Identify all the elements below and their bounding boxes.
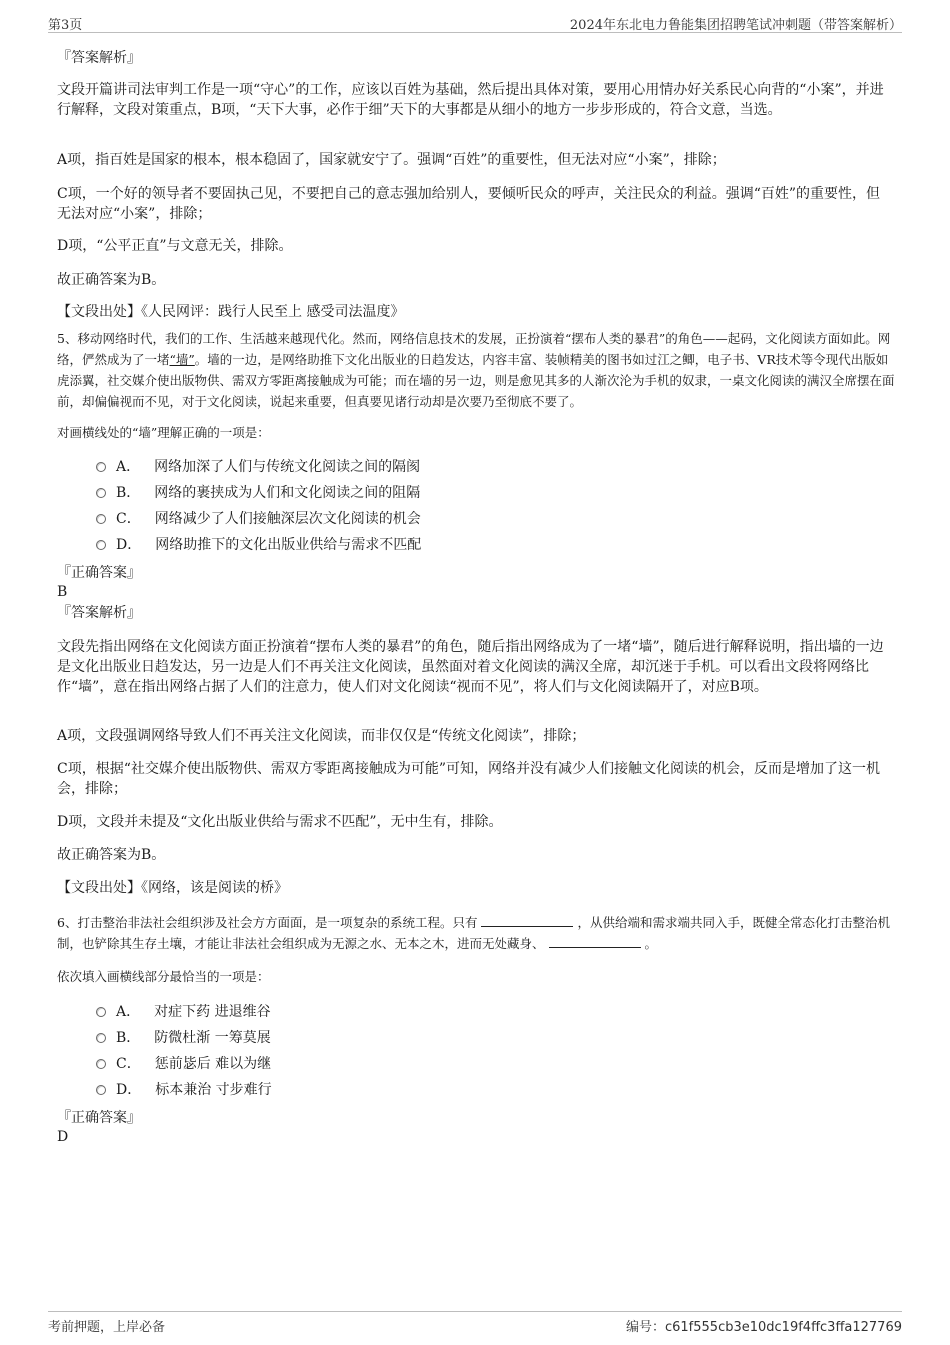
question-prompt: 依次填入画横线部分最恰当的一项是： [57,969,270,984]
analysis-paragraph: C项，根据“社交媒介使出版物供、需双方零距离接触成为可能”可知，网络并没有减少人们接触文化阅读的机会，反而是增加了这一机会，排除； [57,761,881,797]
page-number: 第3页 [48,18,83,33]
answer-value: D [57,1129,69,1145]
radio-icon[interactable] [96,488,106,498]
page-footer [48,1311,902,1336]
answer-heading: 『正确答案』 [57,565,141,581]
fill-blank-2 [549,935,641,948]
radio-icon[interactable] [96,1033,106,1043]
analysis-paragraph: D项，文段并未提及“文化出版业供给与需求不匹配”，无中生有，排除。 [57,814,503,830]
question-stem: 6、打击整治非法社会组织涉及社会方方面面，是一项复杂的系统工程。只有 ，从供给端和需求端共同入手，既健全常态化打击整治机制，也铲除其生存土壤，才能让非法社会组织成为无源之水、无本之木，进而无处藏身、 。 [57,915,890,951]
option-a[interactable]: A． 网络加深了人们与传统文化阅读之间的隔阂 [96,457,420,477]
analysis-paragraph: C项，一个好的领导者不要固执己见，不要把自己的意志强加给别人，要倾听民众的呼声，关注民众的利益。强调“百姓”的重要性，但无法对应“小案”，排除； [57,186,881,222]
underlined-term: “墙” [169,352,195,367]
radio-icon[interactable] [96,540,106,550]
option-c[interactable]: C． 网络减少了人们接触深层次文化阅读的机会 [96,509,421,529]
question-stem: 5、移动网络时代，我们的工作、生活越来越现代化。然而，网络信息技术的发展，正扮演着“摆布人类的暴君”的角色——起码，文化阅读方面如此。网络，俨然成为了一堵“墙”。墙的一边，是网络助推下文化出版业的日趋发达，内容丰富、装帧精美的图书如过江之鲫，电子书、VR技术等令现代出版如虎添翼，社交媒介使出版物供、需双方零距离接触成为可能；而在墙的另一边，则是愈见其多的人渐次沦为手机的奴隶，一桌文化阅读的满汉全席摆在面前，却偏偏视而不见，对于文化阅读，说起来重要，但真要见诸行动却是次要乃至彻底不要了。 [57,331,895,409]
page-header [48,12,902,33]
source-citation: 【文段出处】《人民网评：践行人民至上 感受司法温度》 [57,304,405,320]
analysis-paragraph: A项，文段强调网络导致人们不再关注文化阅读，而非仅仅是“传统文化阅读”，排除； [57,728,586,744]
analysis-paragraph: D项，“公平正直”与文意无关，排除。 [57,238,293,254]
document-id: 编号：c61f555cb3e10dc19f4ffc3ffa127769 [625,1320,902,1335]
analysis-paragraph: A项，指百姓是国家的根本，根本稳固了，国家就安宁了。强调“百姓”的重要性，但无法对应“小案”，排除； [57,152,726,168]
source-citation: 【文段出处】《网络，该是阅读的桥》 [57,880,288,896]
option-b[interactable]: B． 防微杜渐 一筹莫展 [96,1028,271,1048]
option-a[interactable]: A． 对症下药 进退维谷 [96,1002,271,1022]
option-d[interactable]: D． 标本兼治 寸步难行 [96,1080,272,1100]
answer-heading: 『正确答案』 [57,1110,141,1126]
analysis-heading: 『答案解析』 [57,605,141,621]
radio-icon[interactable] [96,1085,106,1095]
analysis-heading: 『答案解析』 [57,50,141,66]
radio-icon[interactable] [96,514,106,524]
fill-blank-1 [481,914,573,927]
analysis-conclusion: 故正确答案为B。 [57,272,166,288]
answer-value: B [57,584,68,600]
radio-icon[interactable] [96,1059,106,1069]
analysis-paragraph: 文段先指出网络在文化阅读方面正扮演着“摆布人类的暴君”的角色，随后指出网络成为了一堵“墙”，随后进行解释说明，指出墙的一边是文化出版业日趋发达，另一边是人们不再关注文化阅读，虽然面对着文化阅读的满汉全席，却沉迷于手机。可以看出文段将网络比作“墙”，意在指出网络占据了人们的注意力，使人们对文化阅读“视而不见”，将人们与文化阅读隔开了，对应B项。 [57,639,884,695]
question-prompt: 对画横线处的“墙”理解正确的一项是： [57,425,270,440]
radio-icon[interactable] [96,462,106,472]
radio-icon[interactable] [96,1007,106,1017]
option-b[interactable]: B． 网络的裹挟成为人们和文化阅读之间的阻隔 [96,483,420,503]
analysis-conclusion: 故正确答案为B。 [57,847,166,863]
option-c[interactable]: C． 惩前毖后 难以为继 [96,1054,271,1074]
footer-slogan: 考前押题，上岸必备 [48,1320,166,1335]
document-title: 2024年东北电力鲁能集团招聘笔试冲刺题（带答案解析） [569,18,902,33]
option-d[interactable]: D． 网络助推下的文化出版业供给与需求不匹配 [96,535,421,555]
analysis-paragraph: 文段开篇讲司法审判工作是一项“守心”的工作，应该以百姓为基础，然后提出具体对策，要用心用情办好关系民心向背的“小案”，并进行解释，文段对策重点，B项，“天下大事，必作于细”天下的大事都是从细小的地方一步步形成的，符合文意，当选。 [57,82,884,118]
